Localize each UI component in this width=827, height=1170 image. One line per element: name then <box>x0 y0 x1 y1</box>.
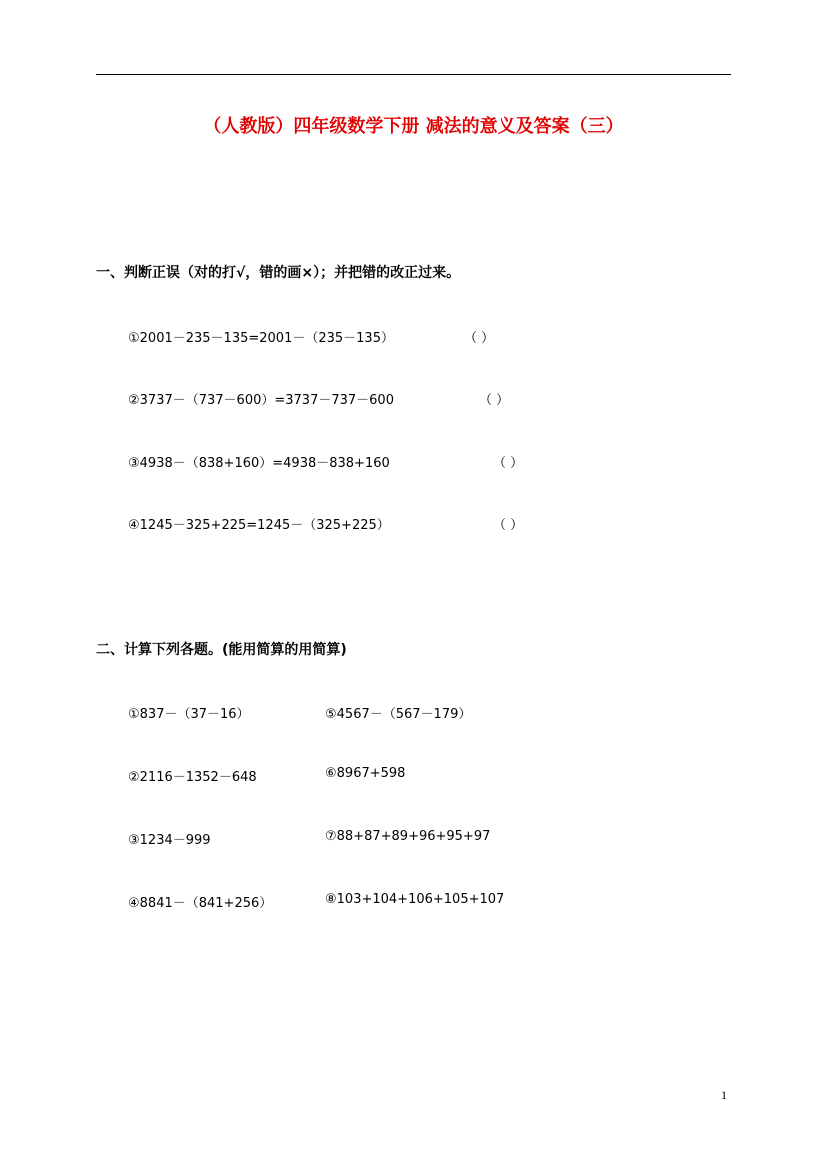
calc-item-2: ②2116－1352－648 <box>128 770 257 785</box>
calc-item-6: ⑥8967+598 <box>325 766 406 781</box>
calc-item-1: ①837－（37－16） <box>128 707 250 722</box>
judge-blank-3: （ ） <box>493 456 524 471</box>
judge-blank-4: （ ） <box>493 518 524 533</box>
calc-item-7: ⑦88+87+89+96+95+97 <box>325 829 491 844</box>
section-2-heading: 二、计算下列各题。(能用简算的用简算) <box>96 642 347 658</box>
judge-blank-2: （ ） <box>479 393 510 408</box>
page-number: 1 <box>721 1088 727 1102</box>
judge-item-3: ③4938－（838+160）=4938－838+160 <box>128 456 390 471</box>
calc-item-4: ④8841－（841+256） <box>128 896 273 911</box>
judge-item-1: ①2001－235－135=2001－（235－135） <box>128 331 394 346</box>
section-1-heading: 一、判断正误（对的打√，错的画×）；并把错的改正过来。 <box>96 265 461 281</box>
judge-item-2: ②3737－（737－600）=3737－737－600 <box>128 393 394 408</box>
header-rule <box>96 74 731 75</box>
calc-item-3: ③1234－999 <box>128 833 211 848</box>
judge-blank-1: （ ） <box>464 331 495 346</box>
calc-item-8: ⑧103+104+106+105+107 <box>325 892 505 907</box>
page-title: （人教版）四年级数学下册 减法的意义及答案（三） <box>203 116 624 137</box>
judge-item-4: ④1245－325+225=1245－（325+225） <box>128 518 390 533</box>
calc-item-5: ⑤4567－（567－179） <box>325 707 472 722</box>
